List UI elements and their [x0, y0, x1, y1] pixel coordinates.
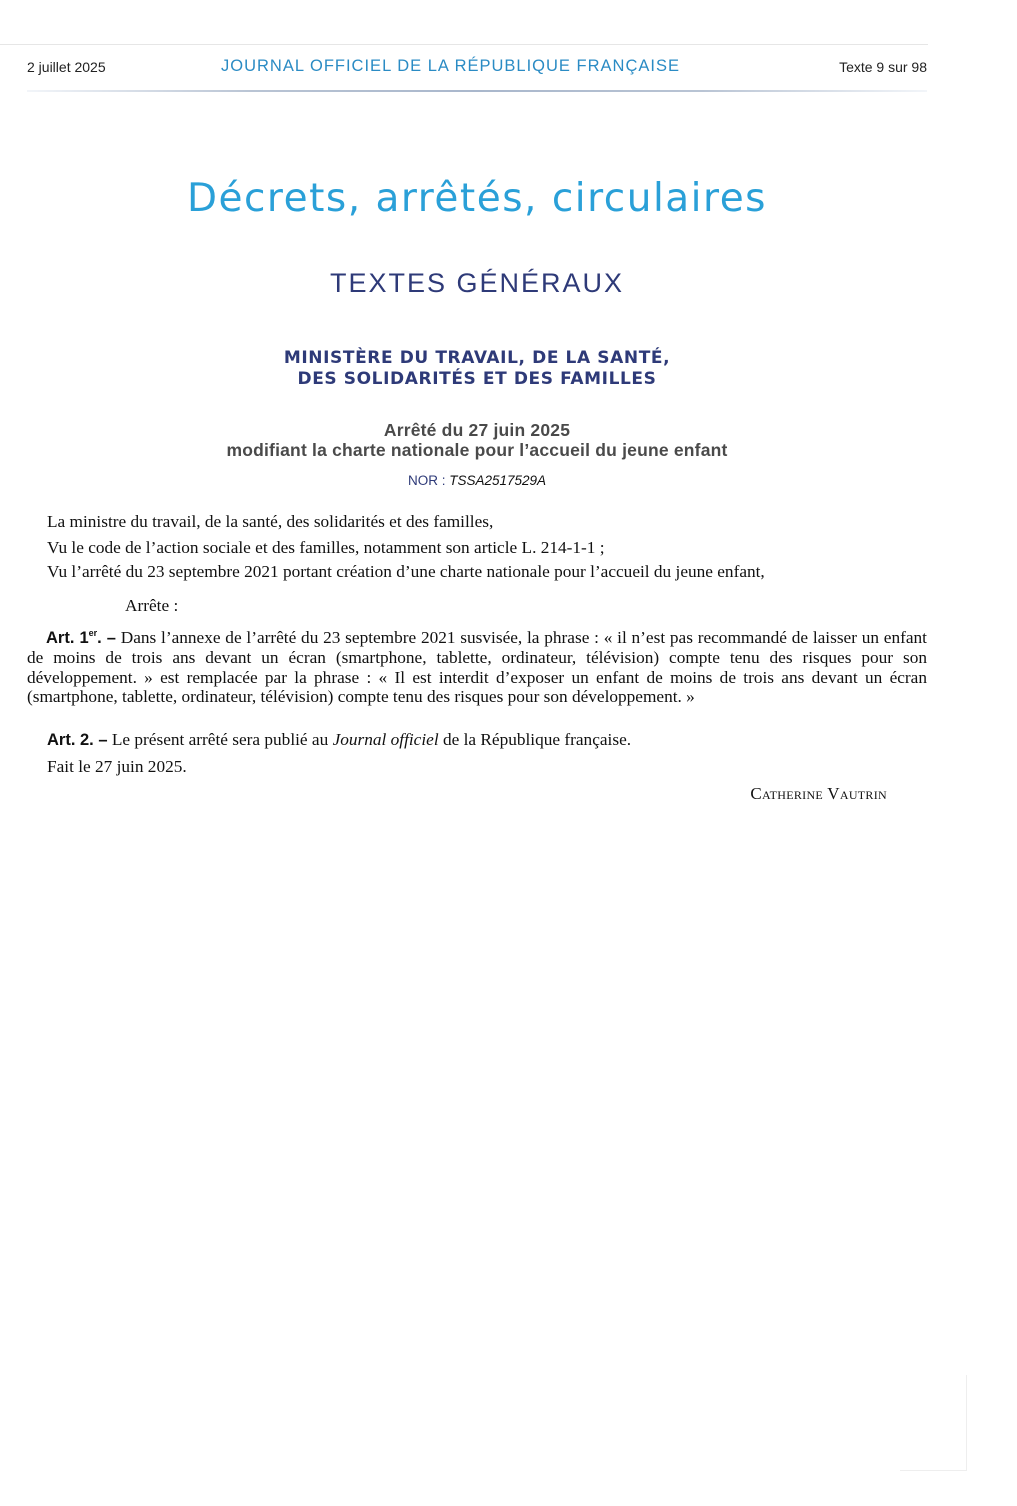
corner-frame-vertical — [966, 1375, 967, 1470]
page-header — [27, 57, 927, 79]
main-title: Décrets, arrêtés, circulaires — [186, 176, 768, 221]
article-1-label-suffix: . – — [97, 628, 116, 647]
article-2-label: Art. 2. – — [47, 731, 108, 749]
article-1 — [27, 624, 927, 707]
header-date: 2 juillet 2025 — [27, 59, 106, 75]
arrete-title-line-2: modifiant la charte nationale pour l’accueil du jeune enfant — [226, 440, 728, 460]
article-2-text-before: Le présent arrêté sera publié au — [107, 730, 333, 749]
article-2-text-after: de la République française. — [438, 730, 632, 749]
arrete-title-line-1: Arrêté du 27 juin 2025 — [383, 420, 571, 440]
ministry-name — [0, 348, 954, 390]
nor-label: NOR : — [407, 473, 450, 488]
article-2-text-italic: Journal officiel — [332, 730, 439, 749]
article-1-text: Dans l’annexe de l’arrêté du 23 septembre 2021 susvisée, la phrase : « il n’est pas recommandé de laisser un enfant de moins de trois ans devant un écran (smartphone, tablette, ordinateur, télévision) compte tenu des risques pour son développement. » est remplacée par la phrase : « Il est interdit d’exposer un enfant de moins de trois ans devant un écran (smartphone, tablette, ordinateur, télévision) compte tenu des risques pour son développement. » — [27, 627, 927, 707]
nor-code: TSSA2517529A — [449, 473, 547, 488]
corner-frame-horizontal — [900, 1470, 967, 1471]
ministry-line-2: DES SOLIDARITÉS ET DES FAMILLES — [297, 369, 657, 389]
preamble-vu-arrete: Vu l’arrêté du 23 septembre 2021 portant création d’une charte nationale pour l’accueil du jeune enfant, — [47, 562, 765, 581]
article-2 — [27, 730, 947, 751]
ministry-line-1: MINISTÈRE DU TRAVAIL, DE LA SANTÉ, — [283, 348, 671, 368]
signature: Catherine Vautrin — [750, 784, 887, 803]
arrete-word: Arrête : — [125, 596, 179, 615]
header-journal-title: JOURNAL OFFICIEL DE LA RÉPUBLIQUE FRANÇAISE — [221, 57, 680, 75]
header-text-number: Texte 9 sur 98 — [839, 59, 927, 75]
article-1-sup: er — [88, 628, 98, 638]
section-title: TEXTES GÉNÉRAUX — [329, 268, 625, 298]
header-divider — [27, 90, 927, 92]
arrete-title — [0, 420, 954, 460]
preamble-vu-code: Vu le code de l’action sociale et des familles, notamment son article L. 214-1-1 ; — [47, 538, 605, 557]
top-border-line — [0, 44, 928, 45]
nor-reference — [0, 473, 954, 488]
article-1-label: Art. 1 — [46, 628, 89, 647]
fait-le: Fait le 27 juin 2025. — [47, 757, 187, 776]
preamble-minister: La ministre du travail, de la santé, des solidarités et des familles, — [47, 512, 494, 531]
